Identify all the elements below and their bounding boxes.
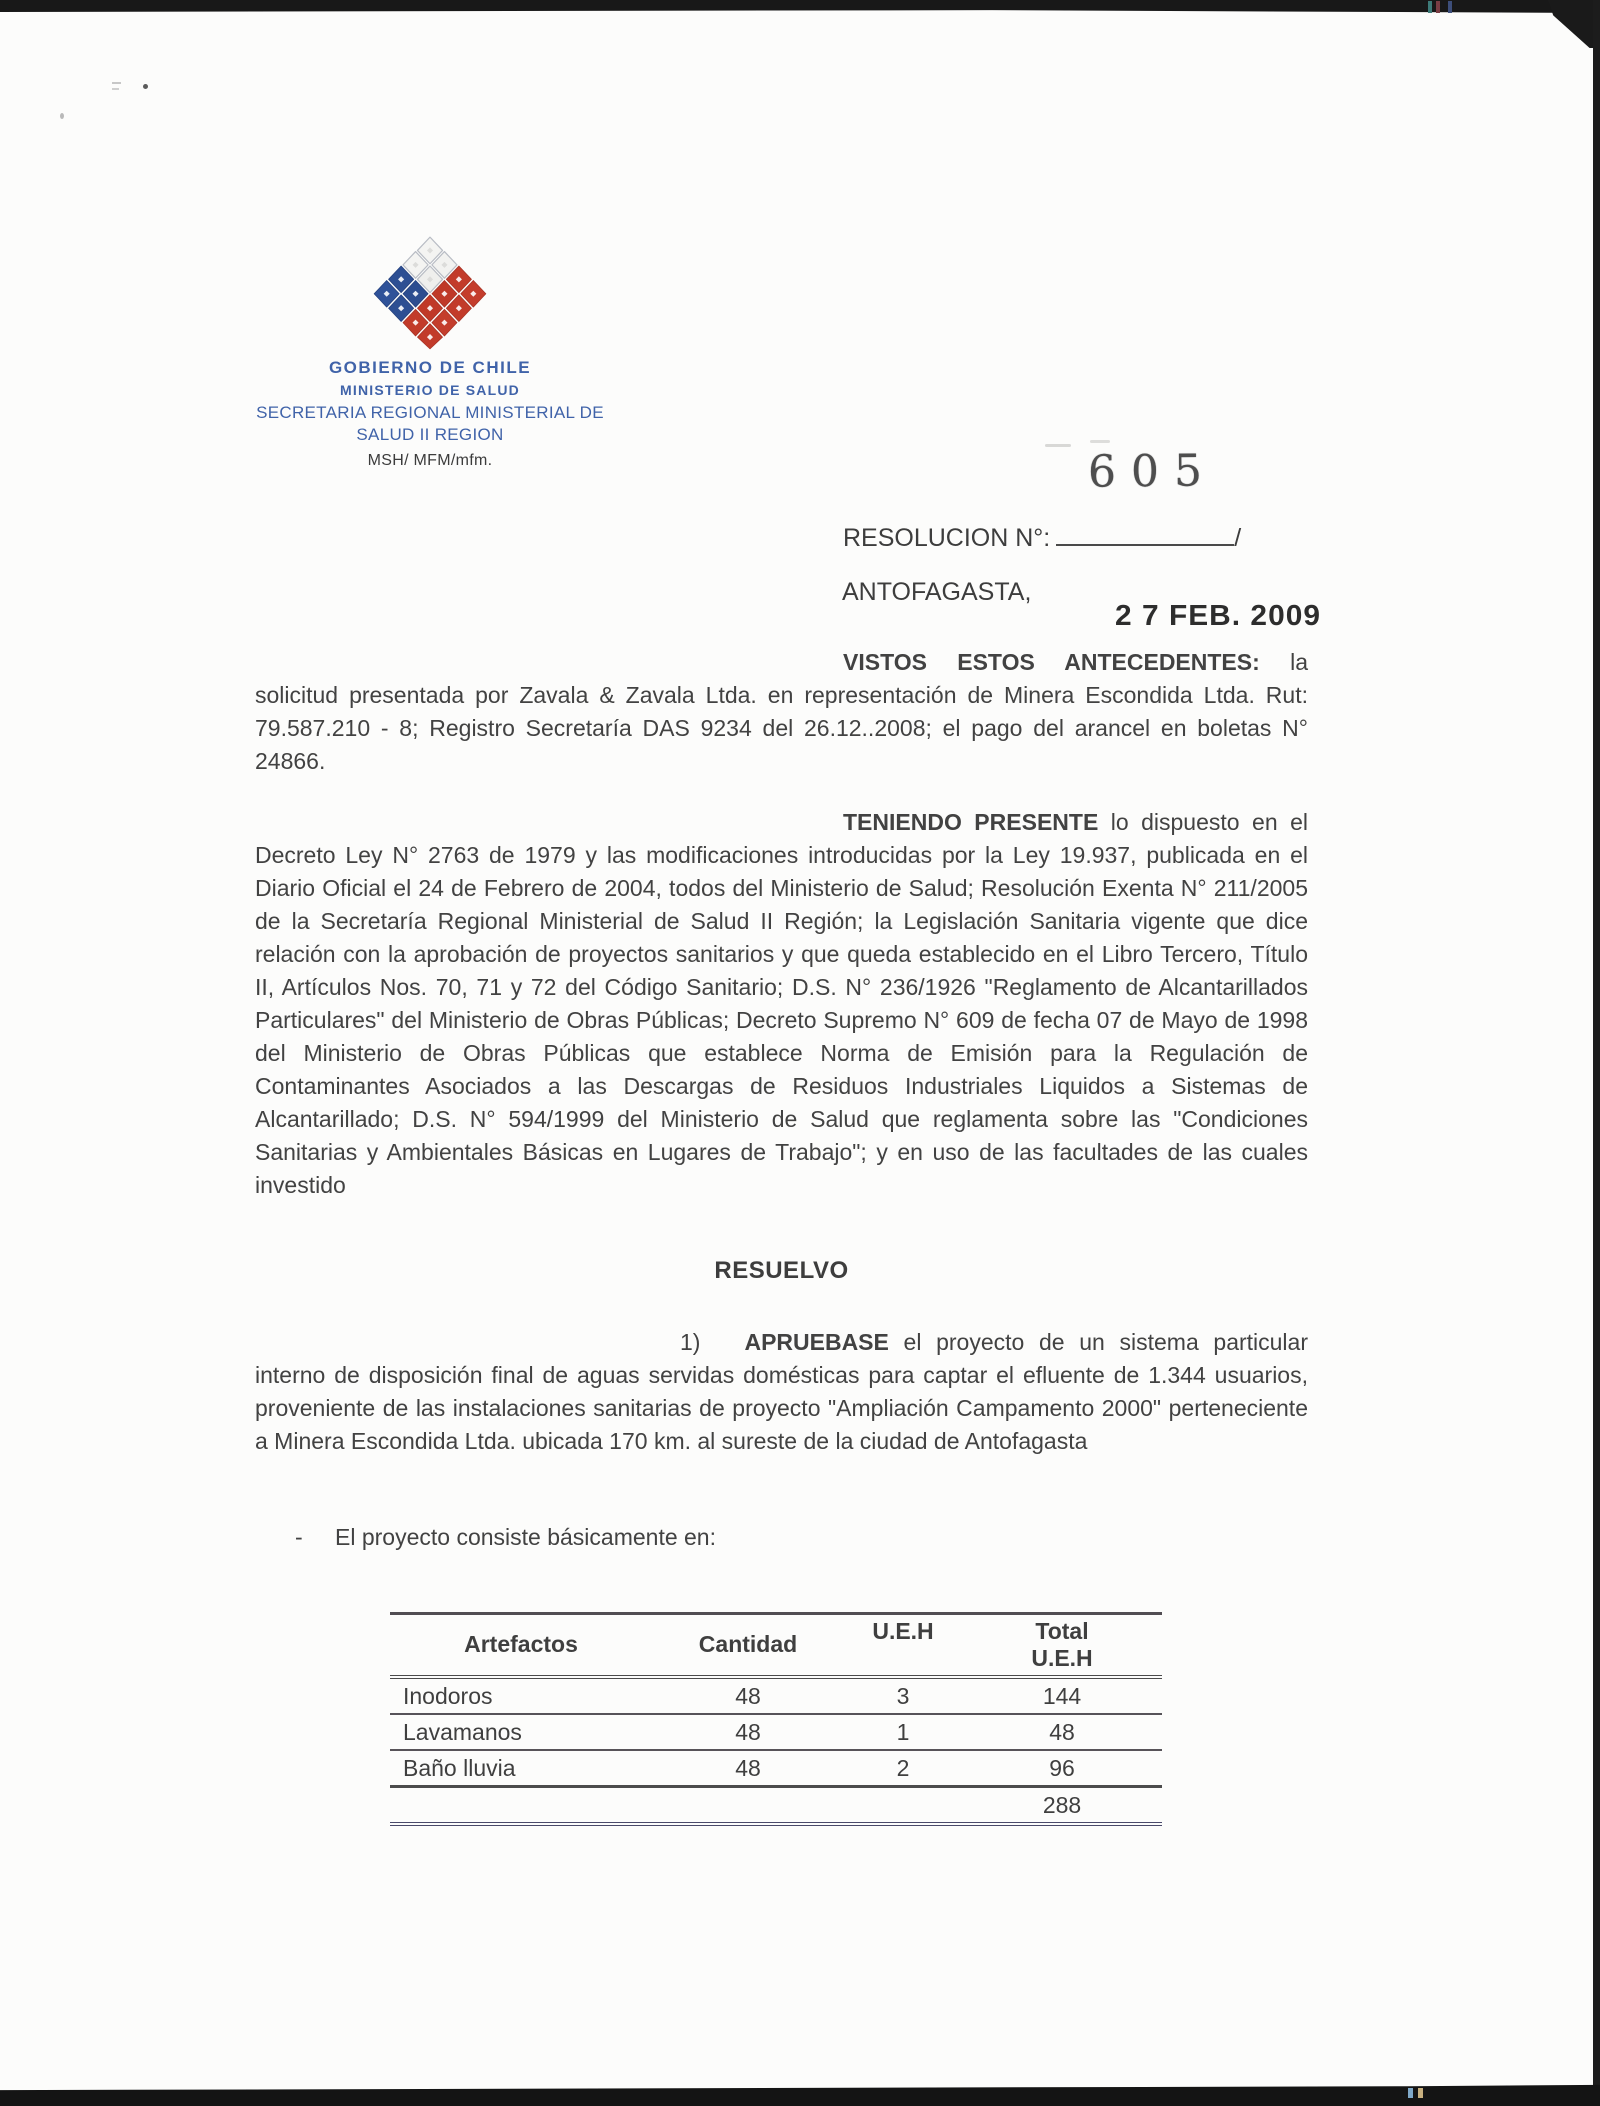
- scan-artifact-streak: [1428, 1, 1432, 13]
- letterhead-secretariat-line2: SALUD II REGION: [356, 425, 504, 444]
- bullet-dash: -: [295, 1524, 303, 1550]
- scan-speck: [60, 113, 64, 119]
- gobierno-de-chile-logo-icon: [373, 236, 487, 350]
- header-total-ueh: [962, 1615, 1162, 1672]
- cell-total: 48: [1049, 1718, 1075, 1745]
- vistos-lead: VISTOS ESTOS ANTECEDENTES:: [843, 649, 1260, 675]
- scan-speck: [143, 84, 148, 89]
- scan-border-top: [0, 0, 1600, 13]
- cell-cantidad: 48: [735, 1718, 761, 1745]
- scan-artifact-streak: [1418, 2088, 1423, 2098]
- scan-speck: [1090, 440, 1110, 443]
- header-total-line2: U.E.H: [1031, 1645, 1093, 1671]
- header-total-line1: Total: [1035, 1618, 1089, 1644]
- table-row: [390, 1679, 1162, 1715]
- cell-total: 144: [1042, 1682, 1082, 1709]
- header-cantidad: Cantidad: [698, 1631, 798, 1657]
- cell-cantidad: 48: [735, 1682, 761, 1709]
- teniendo-lead: TENIENDO PRESENTE: [843, 809, 1099, 835]
- letterhead-government: GOBIERNO DE CHILE: [328, 358, 532, 377]
- apruebase-number: 1): [680, 1329, 701, 1355]
- letterhead-secretariat-line1: SECRETARIA REGIONAL MINISTERIAL DE: [256, 403, 604, 422]
- letterhead-reference-initials: MSH/ MFM/mfm.: [367, 452, 493, 469]
- resolution-number-line: [843, 520, 1241, 553]
- scan-artifact-streak: [1448, 1, 1452, 13]
- resolution-label: RESOLUCION N°:: [843, 524, 1051, 552]
- scan-speck: [112, 88, 119, 90]
- cell-artefacto: Lavamanos: [403, 1718, 522, 1745]
- fixtures-table: [390, 1612, 1162, 1826]
- paragraph-vistos: [255, 646, 1308, 778]
- table-row: [390, 1715, 1162, 1751]
- resolution-slash: /: [1234, 524, 1242, 552]
- paragraph-teniendo-presente: [255, 806, 1308, 1202]
- letterhead-ministry: MINISTERIO DE SALUD: [340, 382, 520, 398]
- cell-artefacto: Baño lluvia: [403, 1754, 516, 1781]
- paragraph-apruebase: [255, 1326, 1308, 1458]
- scan-speck: [1045, 444, 1071, 447]
- header-artefactos: Artefactos: [464, 1631, 578, 1657]
- cell-cantidad: 48: [735, 1754, 761, 1781]
- apruebase-body: el proyecto de un sistema particular interno de disposición final de aguas servidas domésticas para captar el efluente de 1.344 usuarios, proveniente de las instalaciones sanitarias de proyecto "Ampliación Campamento 2000" perteneciente a Minera Escondida Ltda. ubicada 170 km. al sureste de la ciudad de Antofagasta: [255, 1329, 1308, 1454]
- scan-speck: [112, 82, 121, 84]
- vistos-body: la solicitud presentada por Zavala & Zavala Ltda. en representación de Minera Escondida Ltda. Rut: 79.587.210 - 8; Registro Secretaría DAS 9234 del 26.12..2008; el pago del arancel en boletas N° 24866.: [255, 649, 1308, 774]
- project-bullet: [295, 1524, 716, 1551]
- table-total-row: [390, 1788, 1162, 1822]
- table-header-row: [390, 1615, 1162, 1679]
- bullet-text: El proyecto consiste básicamente en:: [335, 1524, 716, 1550]
- resolution-number-blank: [1056, 520, 1234, 546]
- scan-border-right: [1593, 0, 1600, 2106]
- cell-grand-total: 288: [1042, 1791, 1082, 1818]
- scan-artifact-streak: [1408, 2088, 1413, 2098]
- cell-ueh: 3: [896, 1682, 910, 1709]
- cell-total: 96: [1049, 1754, 1075, 1781]
- cell-artefacto: Inodoros: [403, 1682, 493, 1709]
- scan-artifact-streak: [1436, 1, 1440, 13]
- cell-ueh: 2: [896, 1754, 910, 1781]
- letterhead: [168, 236, 692, 470]
- cell-ueh: 1: [896, 1718, 910, 1745]
- apruebase-lead: APRUEBASE: [744, 1329, 889, 1355]
- table-row: [390, 1751, 1162, 1788]
- scan-border-bottom: [0, 2084, 1600, 2106]
- city-label: ANTOFAGASTA,: [842, 578, 1032, 606]
- stamped-folio-number: 605: [1087, 445, 1218, 498]
- date-stamp: 2 7 FEB. 2009: [1115, 600, 1321, 632]
- header-ueh: U.E.H: [872, 1618, 934, 1644]
- teniendo-body: lo dispuesto en el Decreto Ley N° 2763 de 1979 y las modificaciones introducidas por la Ley 19.937, publicada en el Diario Oficial el 24 de Febrero de 2004, todos del Ministerio de Salud; Resolución Exenta N° 211/2005 de la Secretaría Regional Ministerial de Salud II Región; la Legislación Sanitaria vigente que dice relación con la aprobación de proyectos sanitarios y que queda establecido en el Libro Tercero, Título II, Artículos Nos. 70, 71 y 72 del Código Sanitario; D.S. N° 236/1926 "Reglamento de Alcantarillados Particulares" del Ministerio de Obras Públicas; Decreto Supremo N° 609 de fecha 07 de Mayo de 1998 del Ministerio de Obras Públicas que establece Norma de Emisión para la Regulación de Contaminantes Asociados a las Descargas de Residuos Industriales Liquidos a Sistemas de Alcantarillado; D.S. N° 594/1999 del Ministerio de Salud que reglamenta sobre las "Condiciones Sanitarias y Ambientales Básicas en Lugares de Trabajo"; y en uso de las facultades de las cuales investido: [255, 809, 1308, 1198]
- resuelvo-heading: RESUELVO: [714, 1257, 849, 1284]
